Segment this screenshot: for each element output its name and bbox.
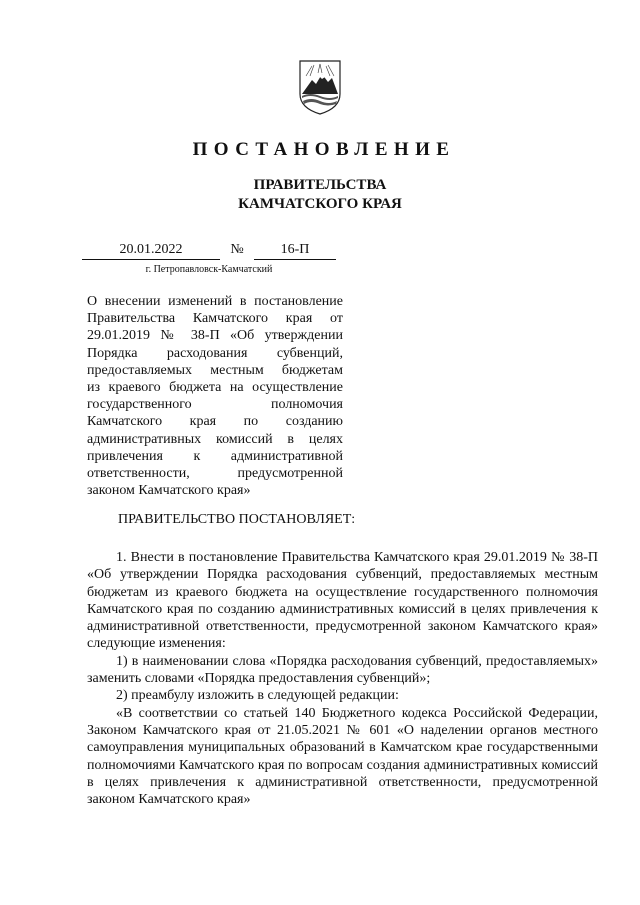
body-paragraph: 1) в наименовании слова «Порядка расходования субвенций, предоставляемых» заменить словами «Порядка предоставления субвенций»; <box>87 653 598 687</box>
issuing-authority <box>0 176 640 214</box>
document-date: 20.01.2022 <box>82 240 220 260</box>
subject-line: 29.01.2019 № 38-П «Об утверждении <box>87 328 343 344</box>
authority-line-2: КАМЧАТСКОГО КРАЯ <box>238 196 402 212</box>
document-number: 16-П <box>254 240 336 260</box>
subject-line: из краевого бюджета на осуществление <box>87 380 343 396</box>
subject-line: законом Камчатского края» <box>87 483 251 499</box>
subject-line: привлечения к административной <box>87 448 343 464</box>
subject-line: Камчатского края по созданию <box>87 414 343 430</box>
subject-line: Правительства Камчатского края от <box>87 311 343 327</box>
subject-line: государственного полномочия <box>87 397 343 413</box>
body-paragraph: 2) преамбулу изложить в следующей редакции: <box>116 688 399 704</box>
place-of-issue: г. Петропавловск-Камчатский <box>145 264 273 275</box>
document-body <box>87 549 598 808</box>
document-subject <box>87 293 343 499</box>
body-paragraph: 1. Внести в постановление Правительства Камчатского края 29.01.2019 № 38-П «Об утверждении Порядка расходования субвенций, предоставляемых местным бюджетам из краевого бюджета на осуществление государственного полномочия Камчатского края по созданию административных комиссий в целях привлечения к административной ответственности, предусмотренной законом Камчатского края» следующие изменения: <box>87 550 598 652</box>
date-number-row <box>0 240 640 262</box>
subject-line: административных комиссий в целях <box>87 431 343 447</box>
subject-line: ответственности, предусмотренной <box>87 466 343 482</box>
subject-line: О внесении изменений в постановление <box>87 294 343 309</box>
subject-line: Порядка расходования субвенций, <box>87 345 343 361</box>
subject-line: предоставляемых местным бюджетам <box>87 362 343 378</box>
authority-line-1: ПРАВИТЕЛЬСТВА <box>253 177 387 193</box>
kamchatka-coat-of-arms-icon <box>298 58 342 116</box>
number-label: № <box>230 242 244 257</box>
document-title: ПОСТАНОВЛЕНИЕ <box>192 139 456 160</box>
decree-formula: ПРАВИТЕЛЬСТВО ПОСТАНОВЛЯЕТ: <box>118 512 356 527</box>
body-paragraph: «В соответствии со статьей 140 Бюджетного кодекса Российской Федерации, Законом Камчатского края от 21.05.2021 № 601 «О наделении органов местного самоуправления муниципальных образований в Камчатском крае государственными полномочиями Камчатского края по вопросам создания административных комиссий в целях привлечения к административной ответственности, предусмотренной законом Камчатского края» <box>87 705 598 808</box>
